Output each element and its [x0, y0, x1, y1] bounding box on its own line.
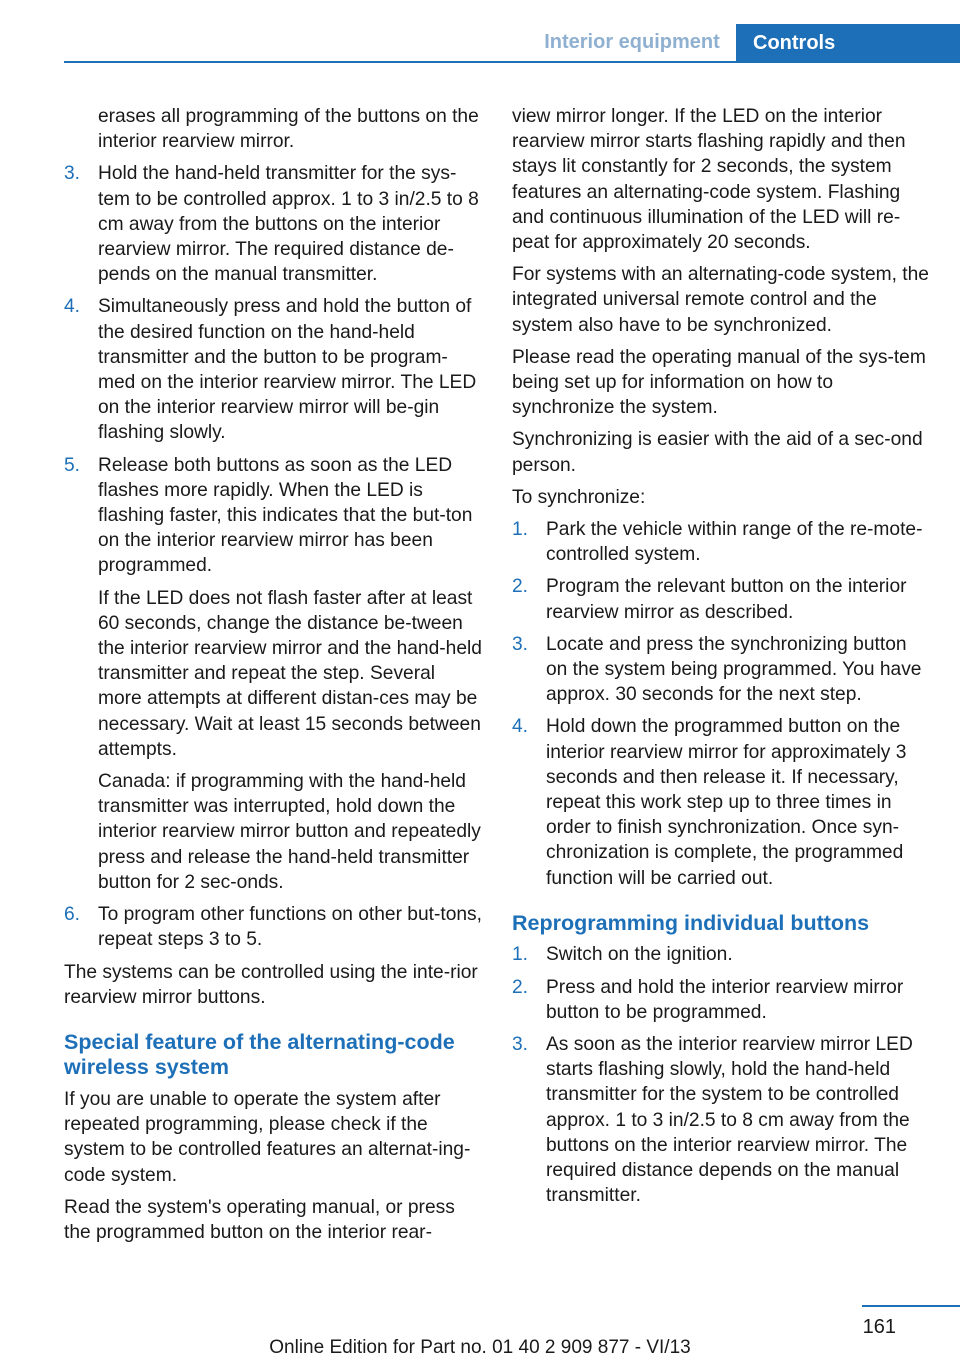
- body-paragraph: The systems can be controlled using the inte-rior rearview mirror buttons.: [64, 961, 478, 1008]
- step-number: 3.: [512, 633, 529, 655]
- list-item: [512, 517, 932, 567]
- step-text: Simultaneously press and hold the button of the desired function on the hand-held transmitter and the button to be program-med on the interior rearview mirror. The LED on the interior rearview mirror will be-gin flashing slowly.: [98, 296, 477, 444]
- step-number: 5.: [64, 454, 81, 476]
- page-number: 161: [862, 1316, 896, 1338]
- list-item: [512, 632, 932, 708]
- body-paragraph: Read the system's operating manual, or press the programmed button on the interior rear-: [64, 1196, 455, 1243]
- list-item: [512, 1032, 932, 1208]
- step-text: Switch on the ignition.: [546, 944, 733, 966]
- list-item: [64, 294, 482, 445]
- header-rule: [64, 61, 960, 63]
- body-paragraph: To synchronize:: [512, 486, 646, 508]
- step-number: 1.: [512, 519, 529, 541]
- step-number: 2.: [512, 576, 529, 598]
- step-text: Hold the hand-held transmitter for the sys-tem to be controlled approx. 1 to 3 in/2.5 to 8 cm away from the buttons on the interior rearview mirror. The required distance de-pends on the manual transmitter.: [98, 163, 479, 286]
- step-text: As soon as the interior rearview mirror LED starts flashing slowly, hold the hand-held transmitter for the system to be controlled approx. 1 to 3 in/2.5 to 8 cm away from the buttons on the interior rearview mirror. The required distance depends on the manual transmitter.: [546, 1034, 913, 1207]
- edition-footer: Online Edition for Part no. 01 40 2 909 877 - VI/13: [269, 1337, 691, 1358]
- list-item: [64, 902, 482, 952]
- step-number: 4.: [512, 716, 529, 738]
- header-chapter-tab: Controls: [736, 24, 960, 63]
- step-number: 1.: [512, 944, 529, 966]
- body-paragraph: For systems with an alternating-code system, the integrated universal remote control and the system also have to be synchronized.: [512, 264, 929, 336]
- footer-rule: [862, 1305, 960, 1307]
- step-number: 6.: [64, 904, 81, 926]
- header-section-tab: Interior equipment: [544, 31, 720, 53]
- left-column: [64, 104, 482, 1252]
- step-text: Park the vehicle within range of the re-mote-controlled system.: [546, 519, 923, 566]
- step-text: Hold down the programmed button on the interior rearview mirror for approximately 3 seconds and then release it. If necessary, repeat this work step up to three times in order to finish synchronization. Once syn-chronization is complete, the programmed function will be carried out.: [546, 716, 907, 889]
- step-number: 3.: [512, 1034, 529, 1055]
- step-text: Program the relevant button on the interior rearview mirror as described.: [546, 576, 907, 623]
- list-item: [512, 975, 932, 1025]
- body-paragraph: If you are unable to operate the system after repeated programming, please check if the system to be controlled features an alternat-ing-code system.: [64, 1088, 471, 1186]
- step-number: 3.: [64, 163, 81, 185]
- section-heading: Reprogramming individual buttons: [512, 910, 870, 935]
- list-item: [512, 942, 932, 967]
- body-paragraph: view mirror longer. If the LED on the interior rearview mirror starts flashing rapidly and then stays lit constantly for 2 seconds, the system features an alternating-code system. Flashing and continuous illumination of the LED will re-peat for approximately 20 seconds.: [512, 106, 906, 254]
- list-item: [64, 161, 482, 287]
- step-text: Release both buttons as soon as the LED flashes more rapidly. When the LED is flashing faster, this indicates that the but-ton on the interior rearview mirror has been programmed.: [98, 454, 473, 577]
- step-number: 4.: [64, 296, 81, 318]
- step-note-canada: Canada: if programming with the hand-held transmitter was interrupted, hold down the interior rearview mirror button and repeatedly press and release the hand-held transmitter button for 2 sec-onds.: [98, 771, 481, 893]
- step-text: To program other functions on other but-tons, repeat steps 3 to 5.: [98, 904, 482, 951]
- right-column: [512, 104, 932, 1215]
- step-note: If the LED does not flash faster after at least 60 seconds, change the distance be-tween the interior rearview mirror and the hand-held transmitter and repeat the step. Several more attempts at different distan-ces may be necessary. Wait at least 15 seconds between attempts.: [98, 587, 482, 760]
- step-number: 2.: [512, 976, 529, 998]
- list-item: [64, 453, 482, 895]
- step-text: Press and hold the interior rearview mirror button to be programmed.: [546, 976, 904, 1023]
- body-paragraph: Please read the operating manual of the sys-tem being set up for information on how to synchronize the system.: [512, 346, 926, 419]
- continuation-text: erases all programming of the buttons on the interior rearview mirror.: [98, 106, 479, 153]
- list-item: [512, 574, 932, 624]
- list-item: [512, 714, 932, 890]
- step-text: Locate and press the synchronizing button on the system being programmed. You have approx. 30 seconds for the next step.: [546, 633, 922, 706]
- step-body: [98, 453, 482, 895]
- body-paragraph: Synchronizing is easier with the aid of a sec-ond person.: [512, 429, 923, 476]
- section-heading: Special feature of the alternating-code wireless system: [64, 1029, 455, 1080]
